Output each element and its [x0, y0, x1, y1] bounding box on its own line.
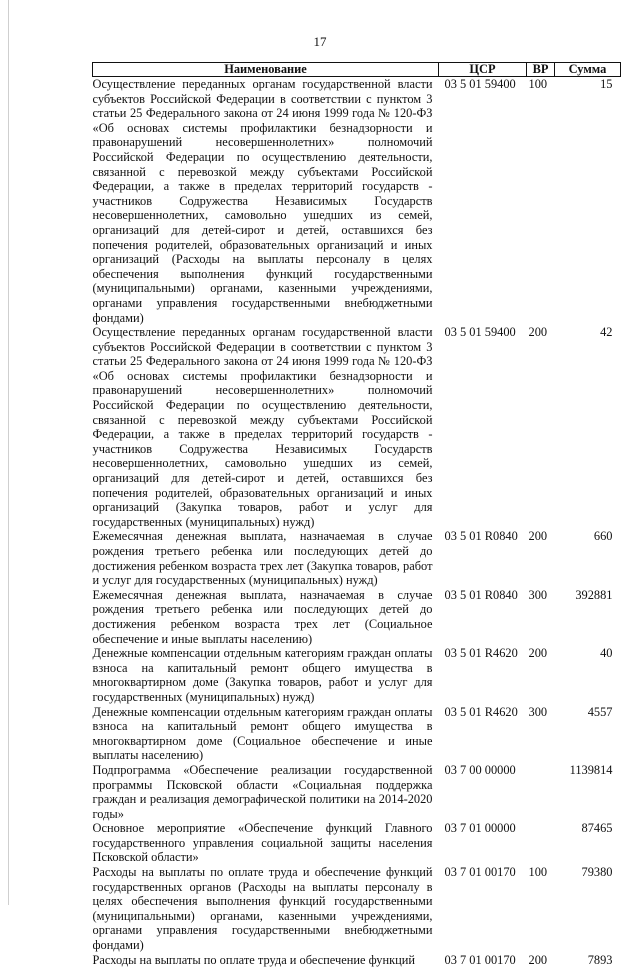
- row-csr: 03 5 01 R0840: [444, 587, 518, 602]
- row-csr: 03 5 01 59400: [444, 77, 516, 91]
- table-row: [93, 821, 621, 865]
- budget-table: [92, 62, 621, 967]
- row-csr: 03 7 01 00170: [444, 952, 516, 967]
- table-row: [93, 529, 621, 587]
- row-sum: 4557: [587, 704, 613, 719]
- page-edge-line: [8, 0, 9, 905]
- row-vr: [527, 821, 555, 865]
- row-csr: 03 5 01 R0840: [444, 529, 518, 544]
- table-row: [93, 588, 621, 646]
- row-csr: 03 7 01 00000: [444, 821, 516, 836]
- header-csr: ЦСР: [439, 63, 527, 77]
- row-sum: 42: [600, 325, 613, 340]
- row-vr: 200: [528, 529, 548, 544]
- header-name: Наименование: [93, 63, 439, 77]
- row-name: Ежемесячная денежная выплата, назначаемая в случае рождения третьего ребенка или последующих детей до достижения ребенком возраста трех лет (Социальное обеспечение и иные выплаты населению): [92, 587, 433, 646]
- row-sum: 7893: [587, 952, 613, 967]
- row-sum: 40: [600, 646, 613, 661]
- row-sum: 79380: [581, 865, 613, 880]
- page-number: 17: [313, 34, 327, 49]
- row-vr: 300: [528, 704, 548, 719]
- table-row: [93, 646, 621, 704]
- row-name: Ежемесячная денежная выплата, назначаемая в случае рождения третьего ребенка или последующих детей до достижения ребенком возраста трех лет (Закупка товаров, работ и услуг для государственных (муниципальных) нужд): [92, 529, 433, 588]
- row-csr: 03 7 00 00000: [444, 762, 516, 777]
- row-sum: 1139814: [569, 762, 613, 777]
- table-row: [93, 865, 621, 953]
- row-name: Подпрограмма «Обеспечение реализации государственной программы Псковской области «Социальная поддержка граждан и реализация демографической политики на 2014-2020 годы»: [92, 762, 433, 821]
- row-sum: 87465: [581, 821, 613, 836]
- row-vr: 300: [528, 587, 548, 602]
- row-sum: 15: [600, 77, 613, 91]
- row-csr: 03 7 01 00170: [444, 865, 516, 880]
- row-name: Денежные компенсации отдельным категориям граждан оплаты взноса на капитальный ремонт общего имущества в многоквартирном доме (Социальное обеспечение и иные выплаты населению): [92, 704, 433, 763]
- row-name: Осуществление переданных органам государственной власти субъектов Российской Федерации в соответствии с пунктом 3 статьи 25 Федерального закона от 24 июня 1999 года № 120-ФЗ «Об основах системы профилактики безнадзорности и правонарушений несовершеннолетних» полномочий Российской Федерации по осуществлению деятельности, связанной с перевозкой между субъектами Российской Федерации, а также в пределах территорий государств - участников Содружества Независимых Государств несовершеннолетних, самовольно ушедших из семей, организаций для детей-сирот и детей, оставшихся без попечения родителей, образовательных организаций и иных организаций (Расходы на выплаты персоналу в целях обеспечения выполнения функций государственными (муниципальными) органами, казенными учреждениями, органами управления государственными внебюджетными фондами): [92, 77, 433, 325]
- row-vr: 200: [528, 952, 548, 967]
- table-header-row: [93, 63, 621, 77]
- row-vr: 100: [528, 865, 548, 880]
- row-csr: 03 5 01 R4620: [444, 646, 518, 661]
- row-vr: 100: [528, 77, 548, 91]
- row-csr: 03 5 01 59400: [444, 325, 516, 340]
- table-row: [93, 953, 621, 967]
- table-row: [93, 763, 621, 821]
- row-name: Осуществление переданных органам государственной власти субъектов Российской Федерации в соответствии с пунктом 3 статьи 25 Федерального закона от 24 июня 1999 года № 120-ФЗ «Об основах системы профилактики безнадзорности и правонарушений несовершеннолетних» полномочий Российской Федерации по осуществлению деятельности, связанной с перевозкой между субъектами Российской Федерации, а также в пределах территорий государств - участников Содружества Независимых Государств несовершеннолетних, самовольно ушедших из семей, организаций для детей-сирот и детей, оставшихся без попечения родителей, образовательных организаций и иных организаций (Закупка товаров, работ и услуг для государственных (муниципальных) нужд): [92, 325, 433, 529]
- row-name: Денежные компенсации отдельным категориям граждан оплаты взноса на капитальный ремонт общего имущества в многоквартирном доме (Закупка товаров, работ и услуг для государственных (муниципальных) нужд): [92, 646, 433, 704]
- table-row: [93, 705, 621, 763]
- row-csr: 03 5 01 R4620: [444, 704, 518, 719]
- row-sum: 660: [593, 529, 613, 544]
- header-sum: Сумма: [555, 63, 621, 77]
- row-vr: [527, 763, 555, 821]
- table-row: [93, 325, 621, 529]
- row-sum: 392881: [575, 587, 613, 602]
- row-name: Расходы на выплаты по оплате труда и обеспечение функций государственных органов (Расходы на выплаты персоналу в целях обеспечения выполнения функций государственными (муниципальными) органами, казенными учреждениями, органами управления государственными внебюджетными фондами): [92, 865, 433, 953]
- row-name: Расходы на выплаты по оплате труда и обеспечение функций: [92, 952, 416, 967]
- row-vr: 200: [528, 646, 548, 661]
- row-vr: 200: [528, 325, 548, 340]
- header-vr: ВР: [527, 63, 555, 77]
- table-row: [93, 77, 621, 326]
- row-name: Основное мероприятие «Обеспечение функций Главного государственного управления социальной защиты населения Псковской области»: [92, 821, 433, 865]
